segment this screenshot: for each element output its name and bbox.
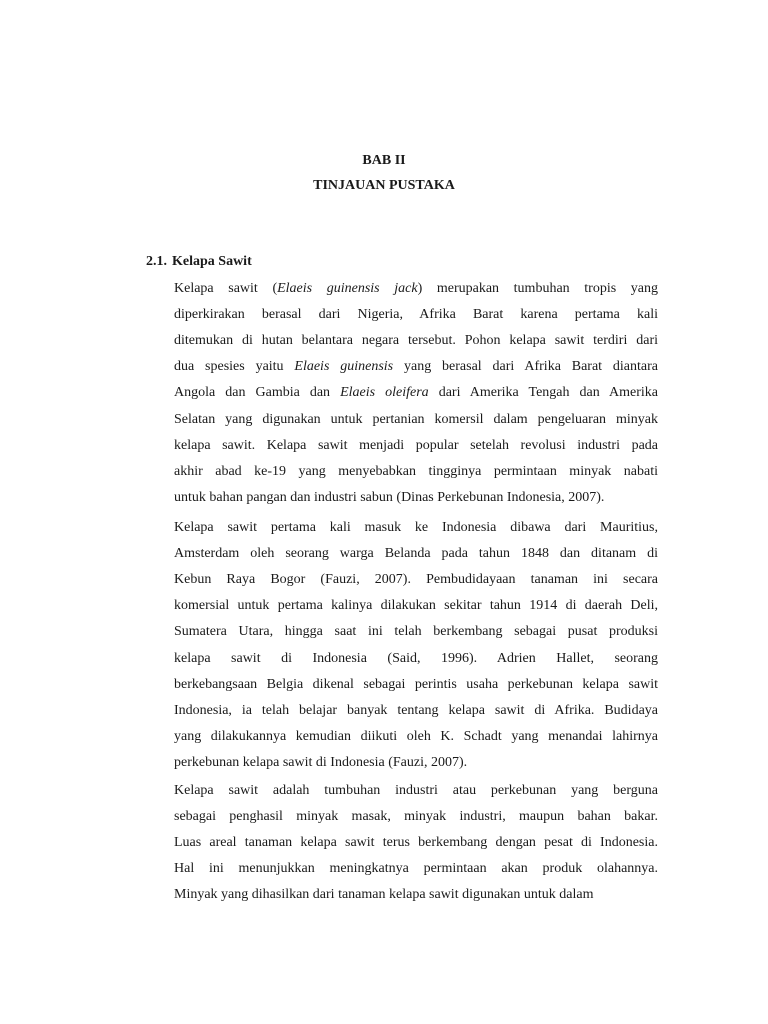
line-text: Kelapa sawit pertama kali masuk ke Indonesia dibawa dari Mauritius, [174, 520, 658, 535]
line-text: Kebun Raya Bogor (Fauzi, 2007). Pembudidayaan tanaman ini secara [174, 572, 658, 587]
paragraph-1-line-5 [174, 385, 658, 401]
line-text: perkebunan kelapa sawit di Indonesia (Fauzi, 2007). [174, 755, 468, 770]
line-text: ) merupakan tumbuhan tropis yang [417, 281, 659, 296]
paragraph-2-line-7 [174, 677, 658, 693]
paragraph-1-line-1 [174, 281, 658, 297]
section-title: Kelapa Sawit [172, 254, 252, 269]
line-text: Selatan yang digunakan untuk pertanian komersil dalam pengeluaran minyak [174, 412, 658, 427]
paragraph-2-line-1 [174, 520, 658, 536]
paragraph-2-line-8 [174, 703, 658, 719]
chapter-number: BAB II [362, 153, 406, 168]
line-text: Kelapa sawit adalah tumbuhan industri atau perkebunan yang berguna [174, 783, 658, 798]
line-text: Indonesia, ia telah belajar banyak tentang kelapa sawit di Afrika. Budidaya [174, 703, 658, 718]
line-text: Amsterdam oleh seorang warga Belanda pada tahun 1848 dan ditanam di [174, 546, 658, 561]
line-text: akhir abad ke-19 yang menyebabkan tingginya permintaan minyak nabati [174, 464, 658, 479]
line-text: kelapa sawit. Kelapa sawit menjadi popular setelah revolusi industri pada [174, 438, 658, 453]
line-text: dua spesies yaitu [174, 359, 295, 374]
line-text: Luas areal tanaman kelapa sawit terus berkembang dengan pesat di Indonesia. [174, 835, 658, 850]
paragraph-1-line-9 [174, 490, 658, 506]
line-text: sebagai penghasil minyak masak, minyak industri, maupun bahan bakar. [174, 809, 658, 824]
line-text: yang berasal dari Afrika Barat diantara [393, 359, 658, 374]
paragraph-2-line-3 [174, 572, 658, 588]
line-text: Sumatera Utara, hingga saat ini telah berkembang sebagai pusat produksi [174, 624, 658, 639]
paragraph-2-line-6 [174, 651, 658, 667]
section-heading [146, 254, 252, 270]
line-text: komersial untuk pertama kalinya dilakukan sekitar tahun 1914 di daerah Deli, [174, 598, 658, 613]
scientific-name: Elaeis oleifera [340, 385, 429, 400]
line-text: Angola dan Gambia dan [174, 385, 341, 400]
paragraph-2-line-10 [174, 755, 658, 771]
line-text: ditemukan di hutan belantara negara tersebut. Pohon kelapa sawit terdiri dari [174, 333, 658, 348]
paragraph-1-line-8 [174, 464, 658, 480]
line-text: untuk bahan pangan dan industri sabun (Dinas Perkebunan Indonesia, 2007). [174, 490, 605, 505]
paragraph-3-line-1 [174, 783, 658, 799]
paragraph-3-line-5 [174, 887, 594, 903]
paragraph-3-line-3 [174, 835, 658, 851]
paragraph-3-line-2 [174, 809, 658, 825]
line-text: berkebangsaan Belgia dikenal sebagai perintis usaha perkebunan kelapa sawit [174, 677, 658, 692]
paragraph-2-line-9 [174, 729, 658, 745]
line-text: Kelapa sawit ( [174, 281, 278, 296]
paragraph-1-line-2 [174, 307, 658, 323]
paragraph-3-line-4 [174, 861, 658, 877]
paragraph-2-line-5 [174, 624, 658, 640]
line-text: Minyak yang dihasilkan dari tanaman kelapa sawit digunakan untuk dalam [174, 887, 594, 902]
scientific-name: Elaeis guinensis [294, 359, 394, 374]
line-text: Hal ini menunjukkan meningkatnya permintaan akan produk olahannya. [174, 861, 658, 876]
paragraph-1-line-6 [174, 412, 658, 428]
paragraph-2-line-4 [174, 598, 658, 614]
line-text: yang dilakukannya kemudian diikuti oleh K. Schadt yang menandai lahirnya [174, 729, 658, 744]
line-text: diperkirakan berasal dari Nigeria, Afrika Barat karena pertama kali [174, 307, 658, 322]
section-number: 2.1. [146, 254, 167, 269]
chapter-title: TINJAUAN PUSTAKA [313, 178, 455, 193]
scientific-name: Elaeis guinensis jack [277, 281, 418, 296]
paragraph-1-line-4 [174, 359, 658, 375]
paragraph-1-line-3 [174, 333, 658, 349]
line-text: dari Amerika Tengah dan Amerika [428, 385, 658, 400]
line-text: kelapa sawit di Indonesia (Said, 1996). Adrien Hallet, seorang [174, 651, 658, 666]
paragraph-2-line-2 [174, 546, 658, 562]
paragraph-1-line-7 [174, 438, 658, 454]
